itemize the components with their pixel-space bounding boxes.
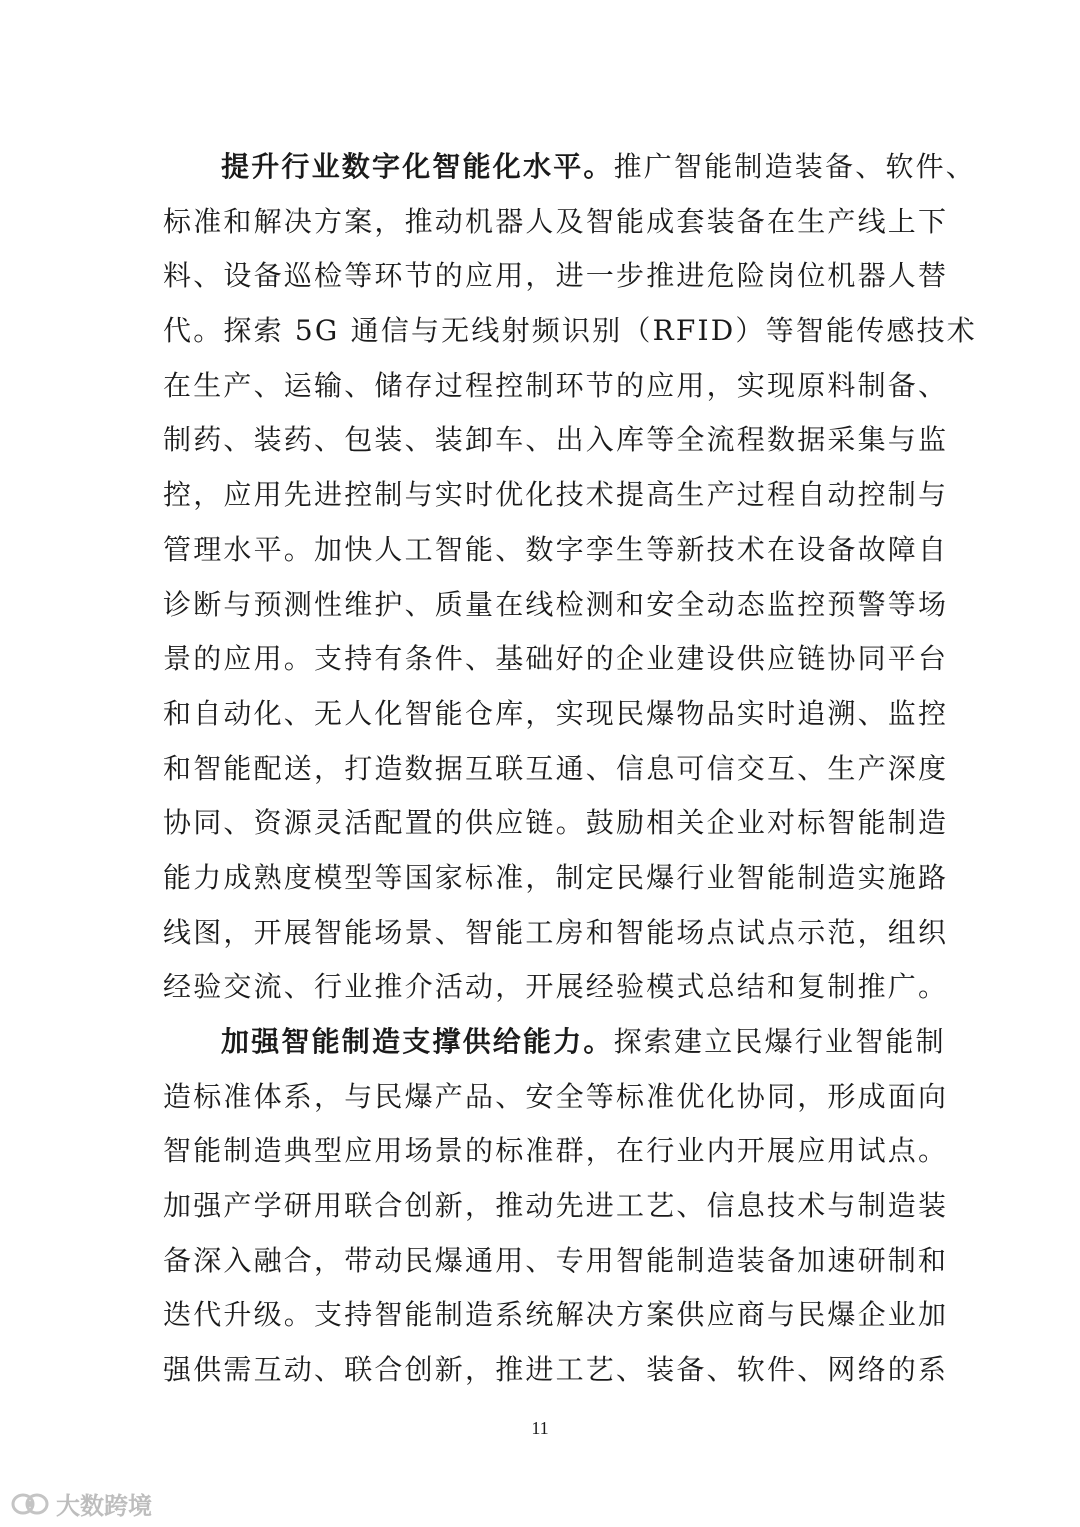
- watermark-logo-icon: [10, 1491, 50, 1517]
- paragraph-1-line-1: [163, 140, 977, 195]
- paragraph-1-line: 管理水平。加快人工智能、数字孪生等新技术在设备故障自: [163, 532, 949, 566]
- paragraph-2-line: 强供需互动、联合创新，推进工艺、装备、软件、网络的系: [163, 1353, 949, 1387]
- paragraph-1-heading: 提升行业数字化智能化水平。: [221, 150, 614, 183]
- paragraph-1-line: 诊断与预测性维护、质量在线检测和安全动态监控预警等场: [163, 587, 949, 621]
- paragraph-1-line: 控，应用先进控制与实时优化技术提高生产过程自动控制与: [163, 478, 949, 512]
- paragraph-1-text: 推广智能制造装备、软件、: [613, 150, 977, 183]
- paragraph-1-line: 和智能配送，打造数据互联互通、信息可信交互、生产深度: [163, 751, 949, 785]
- watermark-text: 大数跨境: [56, 1492, 152, 1520]
- paragraph-1-line: 景的应用。支持有条件、基础好的企业建设供应链协同平台: [163, 642, 949, 676]
- paragraph-1-line: 协同、资源灵活配置的供应链。鼓励相关企业对标智能制造: [163, 806, 949, 840]
- paragraph-2-heading: 加强智能制造支撑供给能力。: [221, 1025, 614, 1058]
- paragraph-1-line: 代。探索 5G 通信与无线射频识别（RFID）等智能传感技术: [163, 314, 978, 348]
- paragraph-1-line: 和自动化、无人化智能仓库，实现民爆物品实时追溯、监控: [163, 696, 949, 730]
- watermark: [10, 1486, 152, 1521]
- paragraph-2-text: 探索建立民爆行业智能制: [613, 1025, 946, 1058]
- paragraph-2-line: 备深入融合，带动民爆通用、专用智能制造装备加速研制和: [163, 1243, 949, 1277]
- paragraph-1-line: 线图，开展智能场景、智能工房和智能场点试点示范，组织: [163, 915, 949, 949]
- paragraph-2-line: 加强产学研用联合创新，推动先进工艺、信息技术与制造装: [163, 1189, 949, 1223]
- body-text: [163, 140, 978, 1398]
- paragraph-2-line-1: [163, 1015, 946, 1070]
- paragraph-2-line: 造标准体系，与民爆产品、安全等标准优化协同，形成面向: [163, 1079, 949, 1113]
- paragraph-1-line: 经验交流、行业推介活动，开展经验模式总结和复制推广。: [163, 970, 949, 1004]
- paragraph-1-line: 制药、装药、包装、装卸车、出入库等全流程数据采集与监: [163, 423, 949, 457]
- paragraph-1-line: 能力成熟度模型等国家标准，制定民爆行业智能制造实施路: [163, 860, 949, 894]
- paragraph-2-line: 智能制造典型应用场景的标准群，在行业内开展应用试点。: [163, 1134, 949, 1168]
- page-number: 11: [531, 1418, 549, 1438]
- paragraph-2-line: 迭代升级。支持智能制造系统解决方案供应商与民爆企业加: [163, 1298, 949, 1332]
- paragraph-1-line: 在生产、运输、储存过程控制环节的应用，实现原料制备、: [163, 368, 949, 402]
- paragraph-1-line: 标准和解决方案，推动机器人及智能成套装备在生产线上下: [163, 204, 949, 238]
- paragraph-1-line: 料、设备巡检等环节的应用，进一步推进危险岗位机器人替: [163, 259, 949, 293]
